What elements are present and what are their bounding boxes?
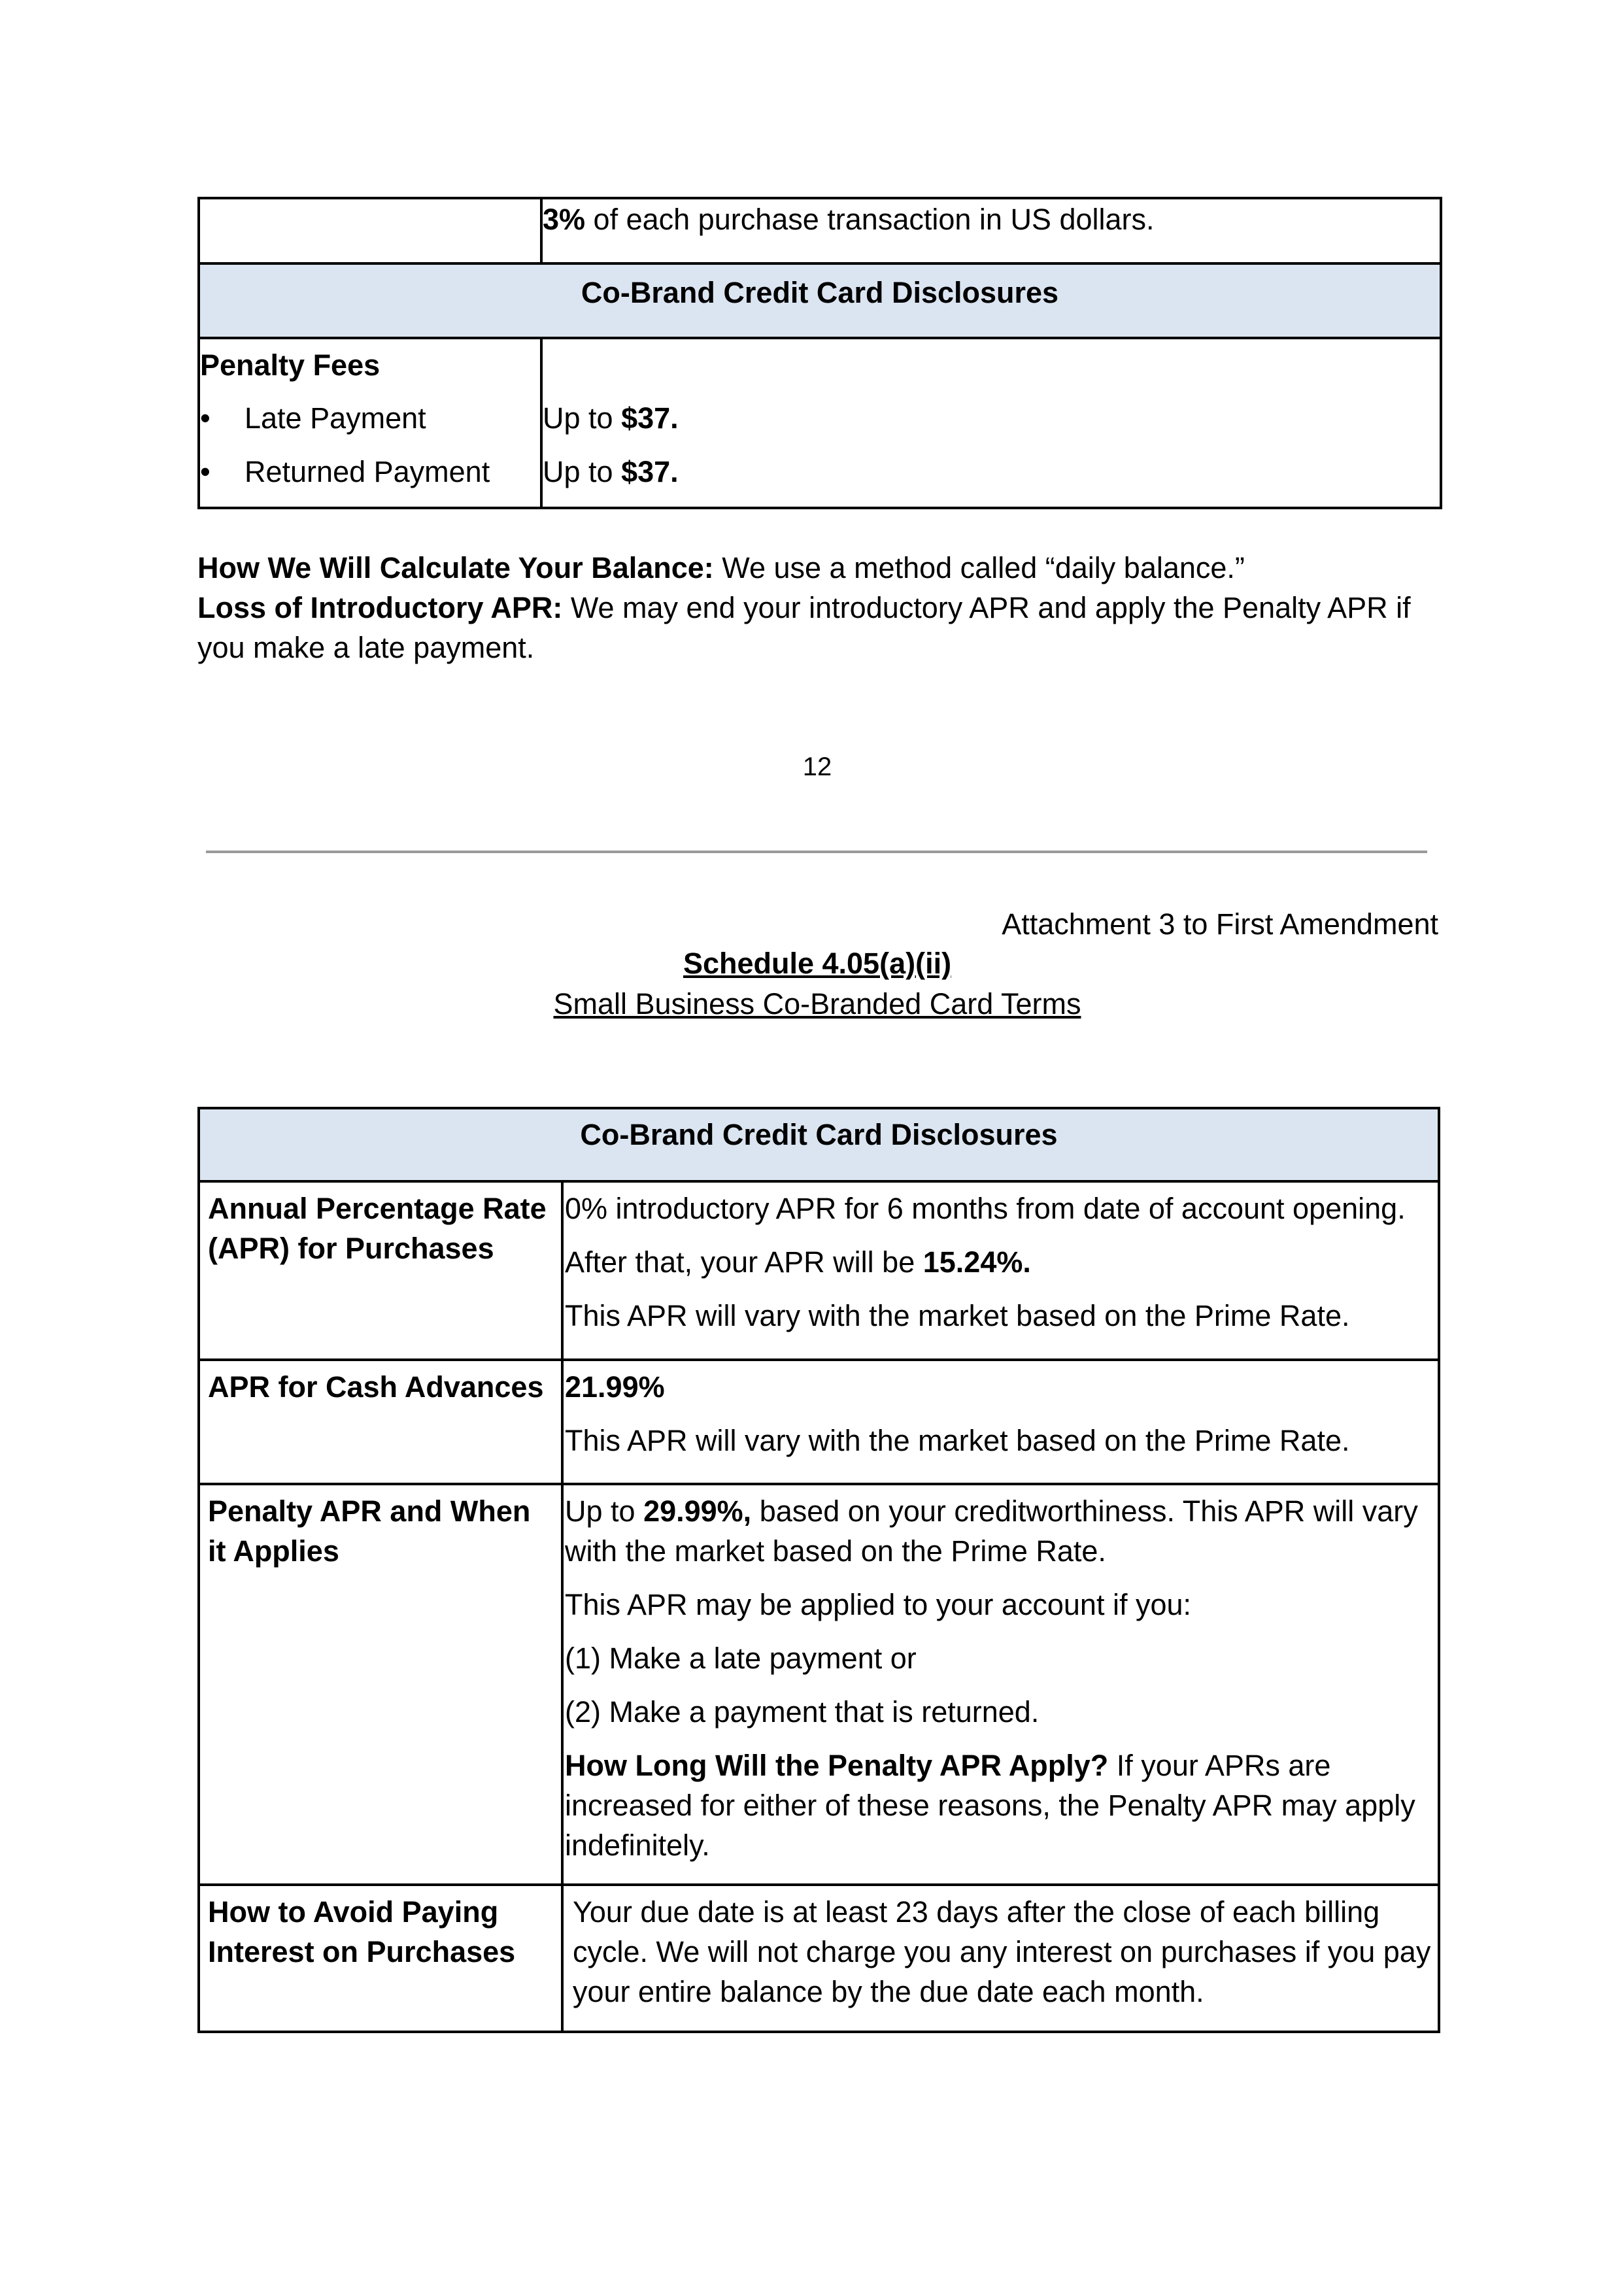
cash-apr-rate: 21.99% <box>565 1370 665 1404</box>
avoid-interest-value <box>562 1885 1439 2032</box>
returned-payment-amount: Up to $37. <box>543 455 679 488</box>
cash-apr-label: APR for Cash Advances <box>199 1360 562 1484</box>
page-divider <box>206 851 1427 853</box>
apr-vary-text: This APR will vary with the market based on the Prime Rate. <box>565 1424 1350 1457</box>
apr-vary-text: This APR will vary with the market based on the Prime Rate. <box>565 1299 1350 1332</box>
balance-method: How We Will Calculate Your Balance: We use a method called “daily balance.” <box>197 551 1245 584</box>
penalty-apr-value <box>562 1484 1439 1885</box>
table-row <box>199 1484 1439 1885</box>
attachment-label: Attachment 3 to First Amendment <box>1002 907 1438 941</box>
schedule-title: Schedule 4.05(a)(ii) <box>683 947 952 980</box>
penalty-fees-label: Penalty Fees <box>200 348 381 382</box>
foreign-transaction-cell <box>541 198 1441 263</box>
penalty-condition-1: (1) Make a late payment or <box>565 1642 917 1675</box>
penalty-condition-text: This APR may be applied to your account if you: <box>565 1588 1192 1621</box>
list-item <box>200 398 540 438</box>
late-payment-amount: Up to $37. <box>543 401 679 435</box>
table-row <box>199 1885 1439 2032</box>
avoid-interest-label: How to Avoid Paying Interest on Purchases <box>199 1885 562 2032</box>
returned-payment-label: Returned Payment <box>245 455 490 488</box>
penalty-duration-text: How Long Will the Penalty APR Apply? If your APRs are increased for either of these reasons, the Penalty APR may apply indefinitely. <box>565 1749 1415 1862</box>
avoid-interest-text: Your due date is at least 23 days after the close of each billing cycle. We will not charge you any interest on purchases if you pay your entire balance by the due date each month. <box>573 1895 1431 2008</box>
penalty-fees-value-cell <box>541 338 1441 508</box>
after-apr-text: After that, your APR will be 15.24%. <box>565 1245 1031 1279</box>
disclosure-table-continued <box>197 197 1442 509</box>
penalty-condition-2: (2) Make a payment that is returned. <box>565 1695 1040 1729</box>
page-number: 12 <box>802 752 832 781</box>
schedule-subtitle: Small Business Co-Branded Card Terms <box>553 987 1081 1020</box>
cash-apr-value <box>562 1360 1439 1484</box>
table-header: Co-Brand Credit Card Disclosures <box>199 1108 1439 1181</box>
fee-description: of each purchase transaction in US dollars. <box>585 203 1155 236</box>
late-payment-label: Late Payment <box>245 401 426 435</box>
penalty-apr-rate-text: Up to 29.99%, based on your creditworthiness. This APR will vary with the market based on the Prime Rate. <box>565 1494 1418 1568</box>
empty-cell <box>199 198 541 263</box>
balance-paragraph <box>197 548 1440 667</box>
disclosure-table <box>197 1107 1440 2033</box>
fee-percent: 3% <box>543 203 586 236</box>
penalty-fees-label-cell <box>199 338 541 508</box>
table-row <box>199 1360 1439 1484</box>
penalty-apr-label: Penalty APR and When it Applies <box>199 1484 562 1885</box>
table-row <box>199 1181 1439 1360</box>
intro-apr-text: 0% introductory APR for 6 months from date of account opening. <box>565 1192 1406 1225</box>
loss-of-intro-apr: Loss of Introductory APR: We may end your introductory APR and apply the Penalty APR if you make a late payment. <box>197 591 1411 664</box>
bullet: • <box>200 455 211 488</box>
list-item <box>200 452 540 492</box>
purchase-apr-value <box>562 1181 1439 1360</box>
table-header: Co-Brand Credit Card Disclosures <box>199 263 1441 338</box>
purchase-apr-label: Annual Percentage Rate (APR) for Purchases <box>199 1181 562 1360</box>
bullet: • <box>200 401 211 435</box>
